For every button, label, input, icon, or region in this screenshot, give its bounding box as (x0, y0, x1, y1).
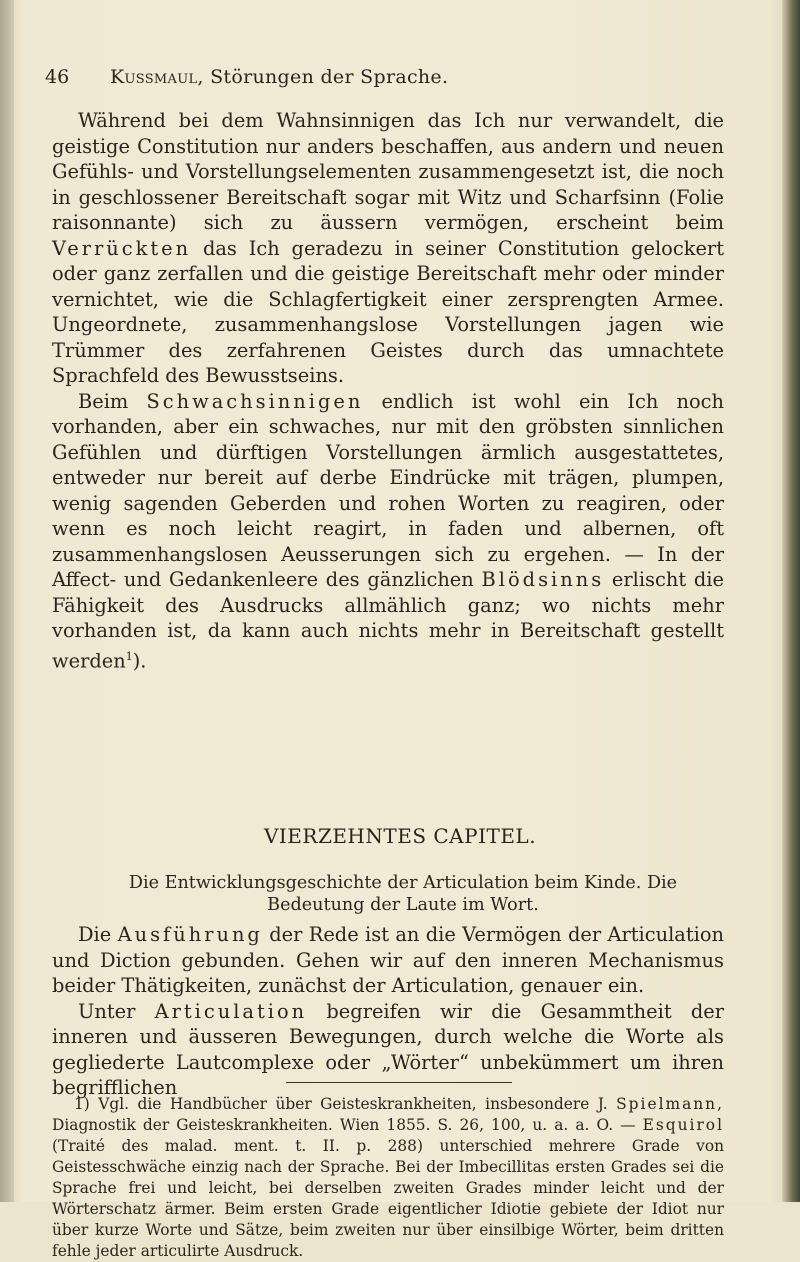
chapter-body (52, 922, 724, 1101)
footnote (52, 1094, 724, 1262)
page-edge (782, 0, 800, 1202)
spaced-name: Esquirol (642, 1116, 724, 1134)
spaced-term: Verrückten (52, 236, 192, 260)
spaced-term: Blödsinns (481, 568, 605, 591)
running-header (0, 66, 800, 96)
body-text (52, 108, 724, 673)
page-number: 46 (45, 66, 70, 88)
paragraph-4: Unter Articulation begreifen wir die Gesammtheit der inneren und äusseren Bewegungen, durch welche die Worte als gegliederte Lautcomplexe oder „Wörter“ unbekümmert um ihren begrifflichen (52, 999, 724, 1099)
spaced-term: Articulation (154, 999, 308, 1023)
footnote-rule (286, 1082, 512, 1083)
running-head-title: Störungen der Sprache. (210, 66, 449, 88)
spaced-term: Ausführung (117, 923, 263, 946)
running-head (110, 66, 448, 88)
footnote-ref: 1 (125, 649, 133, 663)
paragraph-2: Beim Schwachsinnigen endlich ist wohl ein Ich noch vorhanden, aber ein schwaches, nur mit den gröbsten sinnlichen Gefühlen und dürftigen Vorstellungen ärmlich ausgestattetes, entweder nur bereit auf derbe Eindrücke mit trägen, plumpen, wenig sagenden Geberden und rohen Worten zu reagiren, oder wenn es noch leicht reagirt, in faden und albernen, oft zusammenhangslosen Aeusserungen sich zu ergehen. — In der Affect- und Gedankenleere des gänzlichen Blödsinns erlischt die Fähigkeit des Ausdrucks allmählich ganz; wo nichts mehr vorhanden ist, da kann auch nichts mehr in Bereitschaft gestellt werden$^1$). (52, 389, 724, 672)
chapter-subtitle: Die Entwicklungsgeschichte der Articulation beim Kinde. Die Bedeutung der Laute im Wort. (128, 873, 678, 915)
running-head-author: Kussmaul, (110, 66, 204, 88)
paragraph-3: Die Ausführung der Rede ist an die Vermögen der Articulation und Diction gebunden. Gehen wir auf den inneren Mechanismus beider Thätigkeiten, zunächst der Articulation, genauer ein. (52, 923, 724, 997)
spaced-term: Schwachsinnigen (146, 389, 364, 413)
spaced-name: Spielmann, (616, 1095, 724, 1113)
page-gutter (0, 0, 14, 1202)
footnote-1: 1) Vgl. die Handbücher über Geisteskrankheiten, insbesondere J. Spielmann, Diagnostik der Geisteskrankheiten. Wien 1855. S. 26, 100, u. a. a. O. — Esquirol (Traité des malad. ment. t. II. p. 288) unterschied mehrere Grade von Geistesschwäche einzig nach der Sprache. Bei der Imbecillitas ersten Grades sei die Sprache frei und leicht, bei derselben zweiten Grades minder leicht und der Wörterschatz ärmer. Beim ersten Grade eigentlicher Idiotie gebiete der Idiot nur über kurze Worte und Sätze, beim zweiten nur über einsilbige Wörter, beim dritten fehle jeder articulirte Ausdruck. (52, 1095, 724, 1260)
paragraph-1: Während bei dem Wahnsinnigen das Ich nur verwandelt, die geistige Constitution nur anders beschaffen, aus andern und neuen Gefühls- und Vorstellungselementen zusammengesetzt ist, die noch in geschlossener Bereitschaft sogar mit Witz und Scharfsinn (Folie raisonnante) sich zu äussern vermögen, erscheint beim Verrückten das Ich geradezu in seiner Constitution gelockert oder ganz zerfallen und die geistige Bereitschaft mehr oder minder vernichtet, wie die Schlagfertigkeit einer zersprengten Armee. Ungeordnete, zusammenhangslose Vorstellungen jagen wie Trümmer des zerfahrenen Geistes durch das umnachtete Sprachfeld des Bewusstseins. (52, 109, 724, 387)
chapter-title: VIERZEHNTES CAPITEL. (263, 824, 537, 848)
